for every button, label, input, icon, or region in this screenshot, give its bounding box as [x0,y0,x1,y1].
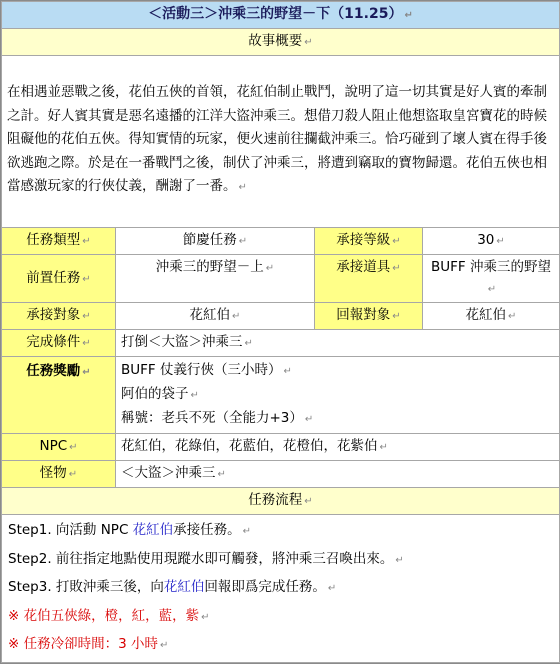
npc-link: 花紅伯 [163,579,205,595]
npc-link: 花紅伯 [132,522,174,538]
item-value: BUFF 沖乘三的野望↵ [423,255,560,303]
target-value: 花紅伯 ↵ [116,303,315,330]
item-label: 承接道具 ↵ [315,255,423,303]
type-value: 節慶任務 ↵ [116,228,315,255]
reward-item: 稱號：老兵不死（全能力+3） ↵ [121,410,314,426]
flow-header: 任務流程 ↵ [2,488,560,515]
complete-value: 打倒＜大盜＞沖乘三 ↵ [116,330,560,357]
npc-value: 花紅伯，花綠伯，花藍伯，花橙伯，花紫伯 ↵ [116,434,560,461]
monster-label: 怪物 ↵ [2,461,116,488]
note-five-heroes: ※ 花伯五俠綠，橙，紅，藍，紫 ↵ [8,607,210,624]
complete-label: 完成條件 ↵ [2,330,116,357]
monster-value: ＜大盜＞沖乘三 ↵ [116,461,560,488]
reward-item: BUFF 仗義行俠（三小時） ↵ [121,362,292,378]
level-value: 30 ↵ [423,228,560,255]
step-3: Step3. 打敗沖乘三後，向花紅伯回報即爲完成任務。 ↵ [8,579,337,595]
type-label: 任務類型 ↵ [2,228,116,255]
prereq-value: 沖乘三的野望－上 ↵ [116,255,315,303]
step-2: Step2. 前往指定地點使用現蹤水即可觸發，將沖乘三召喚出來。 ↵ [8,550,404,567]
target-label: 承接對象 ↵ [2,303,116,330]
report-label: 回報對象 ↵ [315,303,423,330]
story-text: 在相遇並惡戰之後，花伯五俠的首領，花紅伯制止戰鬥，說明了這一切其實是好人賓的牽制之計。好人賓其實是惡名遠播的江洋大盜沖乘三。想借刀殺人阻止他想盜取皇宮寶花的時候阻礙他的花伯五俠。得知實情的玩家，便火速前往攔截沖乘三。恰巧碰到了壞人賓在得手後欲逃跑之際。於是在一番戰鬥之後，制伏了沖乘三，將遭到竊取的寶物歸還。花伯五俠也相當感激玩家的行俠仗義，酬謝了一番。 ↵ [2,56,560,228]
level-label: 承接等級 ↵ [315,228,423,255]
reward-item: 阿伯的袋子 ↵ [121,386,199,402]
story-header: 故事概要 ↵ [2,29,560,56]
prereq-label: 前置任務 ↵ [2,255,116,303]
npc-label: NPC ↵ [2,434,116,461]
reward-list [116,357,560,434]
flow-steps [2,515,560,663]
reward-label: 任務獎勵 ↵ [2,357,116,434]
step-1: Step1. 向活動 NPC 花紅伯承接任務。 ↵ [8,522,252,538]
note-cooldown: ※ 任務冷卻時間：3 小時 ↵ [8,636,169,652]
quest-title: ＜活動三＞沖乘三的野望－下（11.25） ↵ [2,2,560,29]
quest-table [1,1,560,663]
report-value: 花紅伯 ↵ [423,303,560,330]
